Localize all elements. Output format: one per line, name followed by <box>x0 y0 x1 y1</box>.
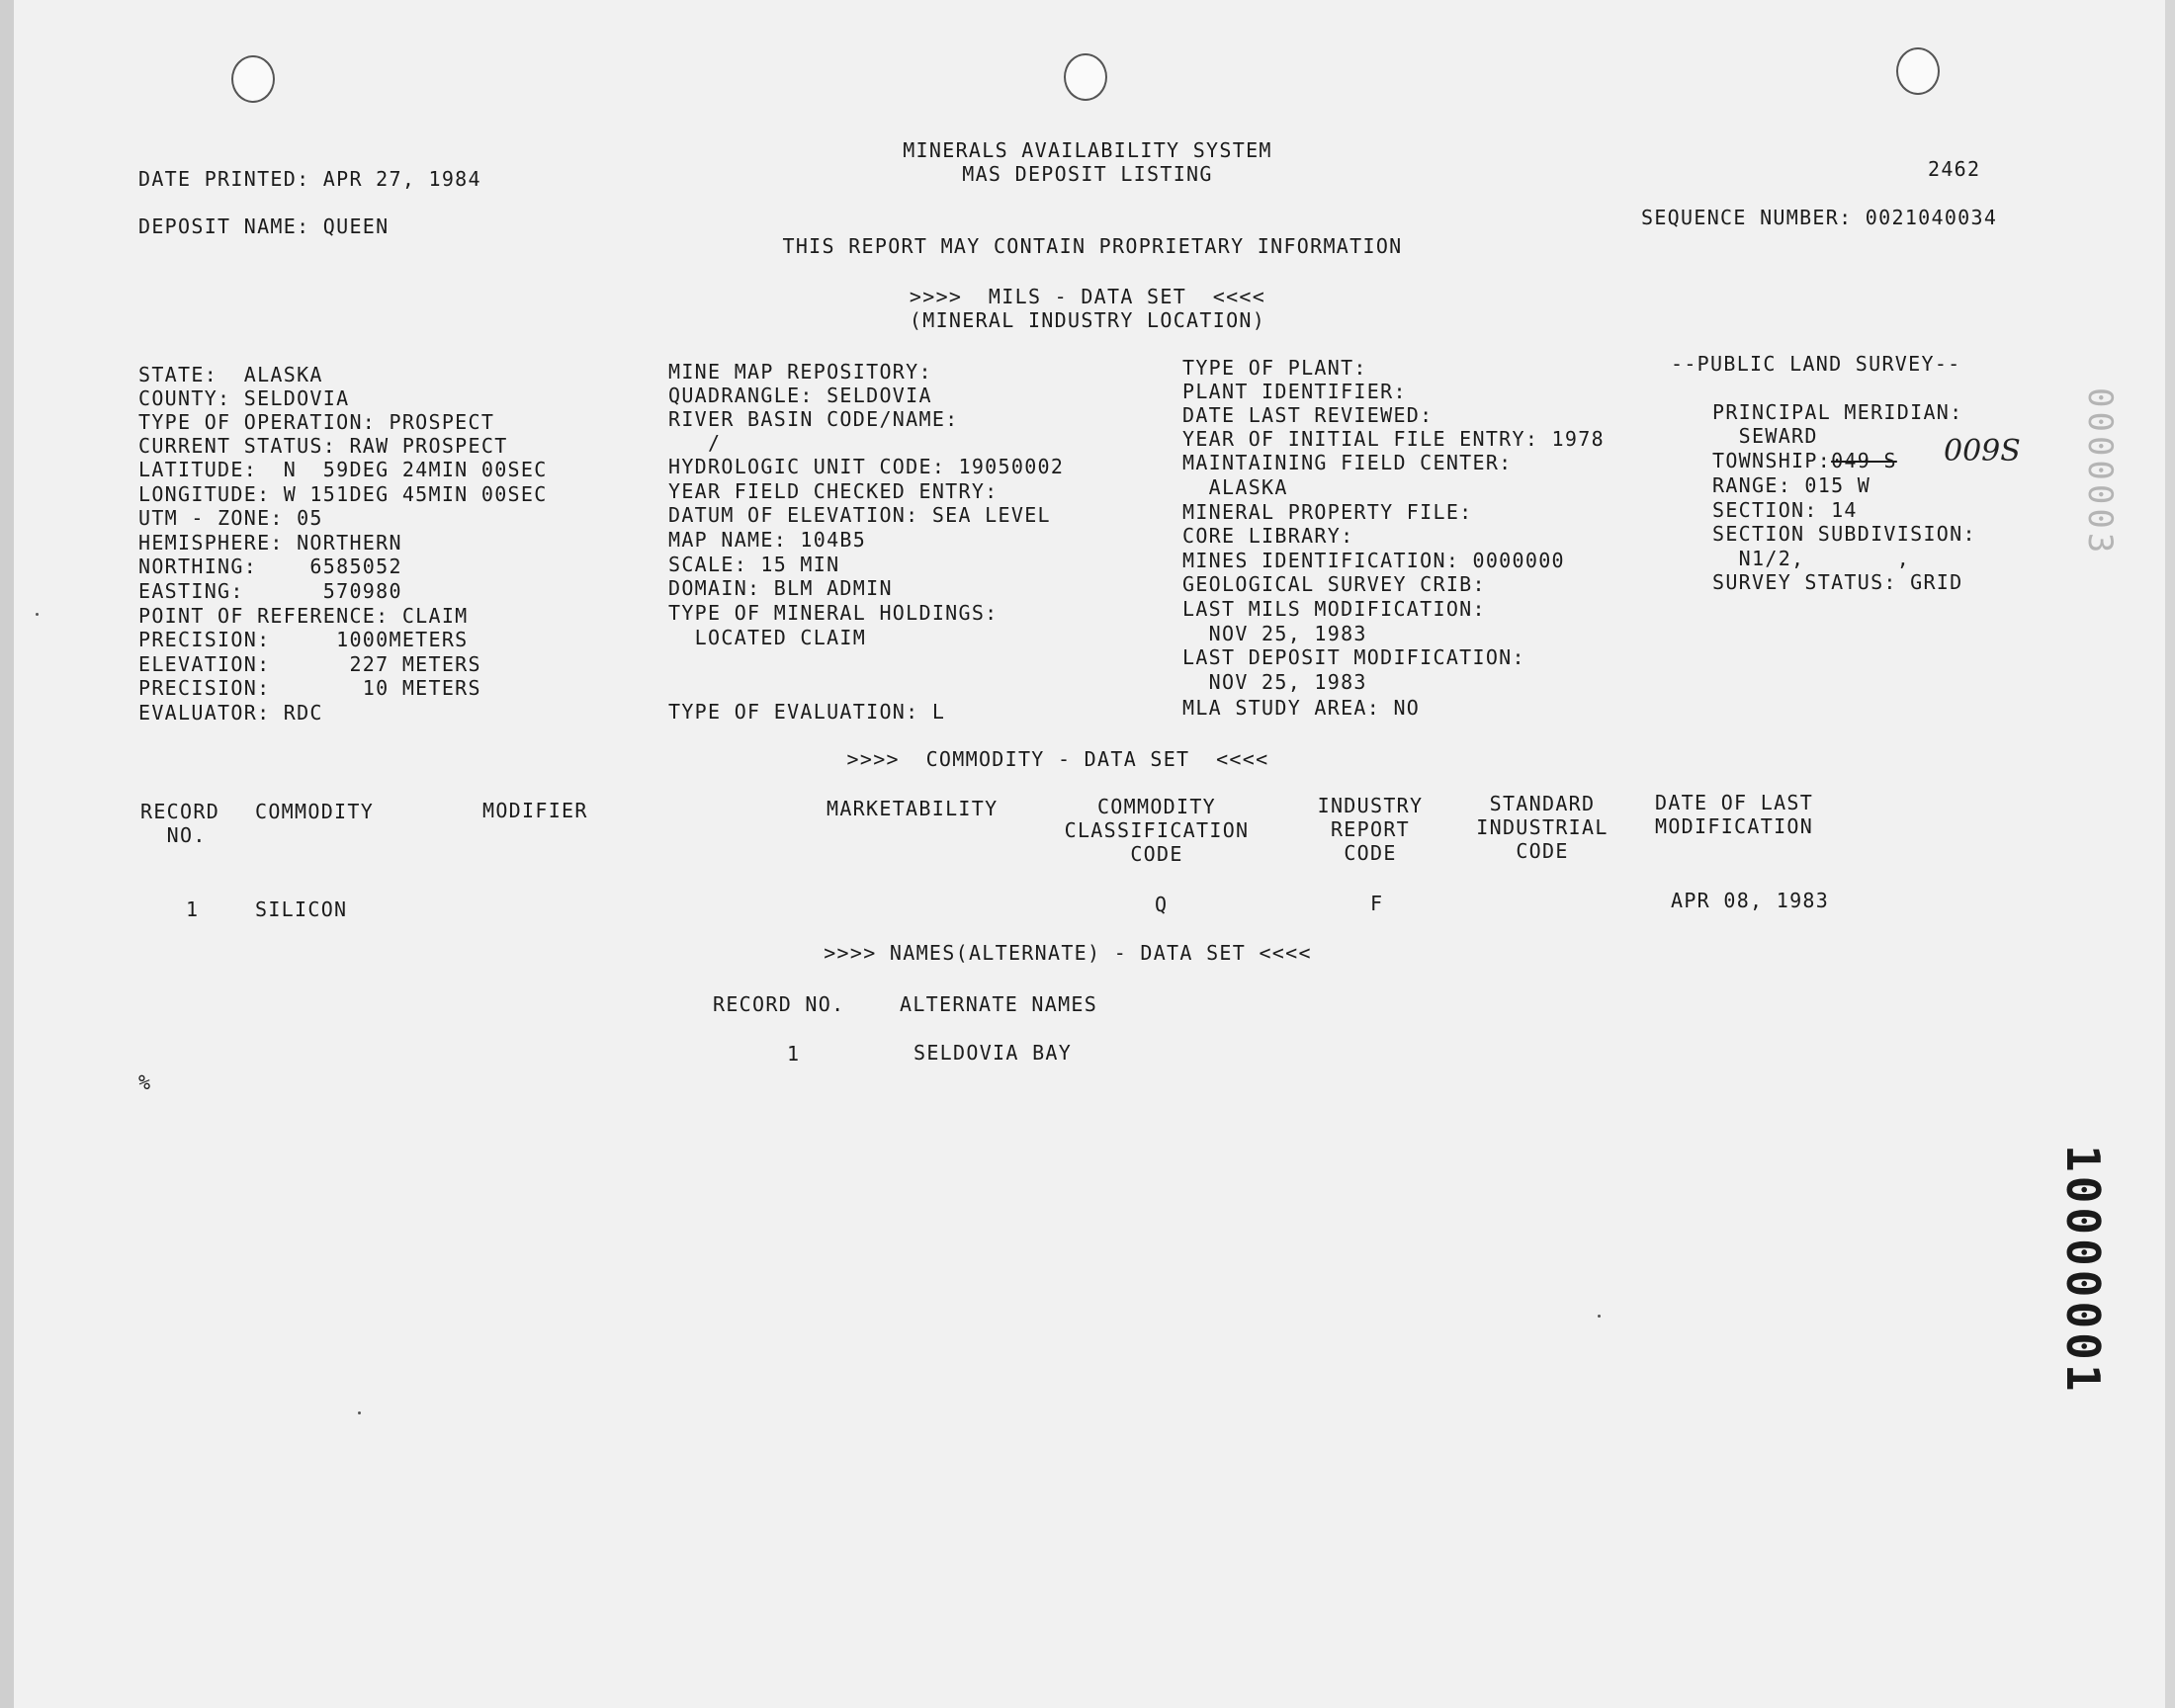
year-field-checked-field: YEAR FIELD CHECKED ENTRY: <box>668 479 999 503</box>
table-row-record-no: 1 <box>186 897 200 921</box>
mineral-holdings-value: LOCATED CLAIM <box>668 626 867 649</box>
page-number: 2462 <box>1928 157 1981 181</box>
mineral-holdings-field: TYPE OF MINERAL HOLDINGS: <box>668 601 999 625</box>
mils-section-subtitle: (MINERAL INDUSTRY LOCATION) <box>909 308 1266 332</box>
geological-survey-crib-field: GEOLOGICAL SURVEY CRIB: <box>1182 572 1486 596</box>
section-subdivision-value: N1/2, , <box>1712 547 1911 570</box>
header-record-no: RECORD NO. <box>140 800 220 847</box>
section-field: SECTION: 14 <box>1712 498 1858 522</box>
mines-identification-field: MINES IDENTIFICATION: 0000000 <box>1182 549 1565 572</box>
precision-field: PRECISION: 1000METERS <box>138 628 469 651</box>
county-field: COUNTY: SELDOVIA <box>138 386 350 410</box>
hemisphere-field: HEMISPHERE: NORTHERN <box>138 531 402 555</box>
last-deposit-modification-label: LAST DEPOSIT MODIFICATION: <box>1182 645 1525 669</box>
names-section-title: >>>> NAMES(ALTERNATE) - DATA SET <<<< <box>824 941 1312 965</box>
township-handwritten-correction: 009S <box>1944 434 2021 469</box>
core-library-field: CORE LIBRARY: <box>1182 524 1354 548</box>
elevation-precision-field: PRECISION: 10 METERS <box>138 676 481 700</box>
last-deposit-modification-value: NOV 25, 1983 <box>1182 670 1367 694</box>
longitude-field: LONGITUDE: W 151DEG 45MIN 00SEC <box>138 482 548 506</box>
binder-hole-left <box>231 55 275 103</box>
current-status-field: CURRENT STATUS: RAW PROSPECT <box>138 434 508 458</box>
table-row-industry-report: F <box>1370 892 1384 915</box>
microfilm-frame-number: 10000001 <box>2056 1145 2110 1396</box>
datum-of-elevation-field: DATUM OF ELEVATION: SEA LEVEL <box>668 503 1051 527</box>
operation-type-field: TYPE OF OPERATION: PROSPECT <box>138 410 495 434</box>
binder-hole-right <box>1896 47 1940 95</box>
river-basin-field: RIVER BASIN CODE/NAME: <box>668 407 959 431</box>
initial-entry-year-field: YEAR OF INITIAL FILE ENTRY: 1978 <box>1182 427 1605 451</box>
evaluation-type-field: TYPE OF EVALUATION: L <box>668 700 946 724</box>
table-row-last-modification: APR 08, 1983 <box>1671 889 1830 912</box>
list-item-alternate-name: SELDOVIA BAY <box>914 1041 1073 1065</box>
mla-study-area-field: MLA STUDY AREA: NO <box>1182 696 1421 720</box>
binder-hole-center <box>1064 53 1107 101</box>
deposit-name: DEPOSIT NAME: QUEEN <box>138 214 390 238</box>
system-title: MINERALS AVAILABILITY SYSTEM <box>903 138 1272 162</box>
principal-meridian-label: PRINCIPAL MERIDIAN: <box>1712 400 1963 424</box>
header-classification-code: COMMODITY CLASSIFICATION CODE <box>1064 795 1250 866</box>
evaluator-field: EVALUATOR: RDC <box>138 701 323 725</box>
proprietary-notice: THIS REPORT MAY CONTAIN PROPRIETARY INFORMATION <box>782 234 1403 258</box>
mine-map-repository-field: MINE MAP REPOSITORY: <box>668 360 932 384</box>
sequence-number: SEQUENCE NUMBER: 0021040034 <box>1641 206 1998 229</box>
northing-field: NORTHING: 6585052 <box>138 555 402 578</box>
survey-status-field: SURVEY STATUS: GRID <box>1712 570 1963 594</box>
mineral-property-file-field: MINERAL PROPERTY FILE: <box>1182 500 1473 524</box>
header-modifier: MODIFIER <box>482 799 588 822</box>
plant-type-field: TYPE OF PLANT: <box>1182 356 1367 380</box>
township-label: TOWNSHIP: <box>1712 449 1832 472</box>
paper-speck <box>1598 1315 1601 1318</box>
section-subdivision-label: SECTION SUBDIVISION: <box>1712 522 1976 546</box>
paper-speck <box>358 1411 361 1414</box>
end-of-record-mark: % <box>138 1070 152 1094</box>
names-header-alternate-names: ALTERNATE NAMES <box>900 992 1098 1016</box>
header-commodity: COMMODITY <box>255 800 375 823</box>
names-header-record-no: RECORD NO. <box>713 992 845 1016</box>
plant-identifier-field: PLANT IDENTIFIER: <box>1182 380 1407 403</box>
date-last-reviewed-field: DATE LAST REVIEWED: <box>1182 403 1434 427</box>
date-printed: DATE PRINTED: APR 27, 1984 <box>138 167 481 191</box>
township-field <box>1712 449 1897 472</box>
easting-field: EASTING: 570980 <box>138 579 402 603</box>
field-center-value: ALASKA <box>1182 475 1288 499</box>
field-center-label: MAINTAINING FIELD CENTER: <box>1182 451 1513 474</box>
map-name-field: MAP NAME: 104B5 <box>668 528 867 552</box>
header-industry-report-code: INDUSTRY REPORT CODE <box>1317 794 1424 865</box>
point-of-reference-field: POINT OF REFERENCE: CLAIM <box>138 604 469 628</box>
latitude-field: LATITUDE: N 59DEG 24MIN 00SEC <box>138 458 548 481</box>
commodity-section-title: >>>> COMMODITY - DATA SET <<<< <box>846 747 1269 771</box>
scale-field: SCALE: 15 MIN <box>668 553 840 576</box>
principal-meridian-value: SEWARD <box>1712 424 1818 448</box>
paper-speck <box>36 613 39 616</box>
river-basin-value: / <box>668 431 722 455</box>
last-mils-modification-value: NOV 25, 1983 <box>1182 622 1367 645</box>
listing-title: MAS DEPOSIT LISTING <box>962 162 1213 186</box>
header-standard-industrial-code: STANDARD INDUSTRIAL CODE <box>1476 792 1609 863</box>
public-land-survey-title: --PUBLIC LAND SURVEY-- <box>1671 352 1961 376</box>
quadrangle-field: QUADRANGLE: SELDOVIA <box>668 384 932 407</box>
range-field: RANGE: 015 W <box>1712 473 1871 497</box>
header-date-last-modification: DATE OF LAST MODIFICATION <box>1655 791 1814 838</box>
mils-section-title: >>>> MILS - DATA SET <<<< <box>909 285 1266 308</box>
state-field: STATE: ALASKA <box>138 363 323 386</box>
list-item-record-no: 1 <box>787 1042 801 1066</box>
last-mils-modification-label: LAST MILS MODIFICATION: <box>1182 597 1486 621</box>
elevation-field: ELEVATION: 227 METERS <box>138 652 481 676</box>
table-row-commodity: SILICON <box>255 897 348 921</box>
table-row-classification: Q <box>1155 893 1169 916</box>
utm-zone-field: UTM - ZONE: 05 <box>138 506 323 530</box>
domain-field: DOMAIN: BLM ADMIN <box>668 576 893 600</box>
hydrologic-unit-field: HYDROLOGIC UNIT CODE: 19050002 <box>668 455 1065 478</box>
township-typed-value: 049 S <box>1831 449 1897 472</box>
header-marketability: MARKETABILITY <box>826 797 999 820</box>
faint-bleed-through-number: 0000003 <box>2080 387 2120 557</box>
